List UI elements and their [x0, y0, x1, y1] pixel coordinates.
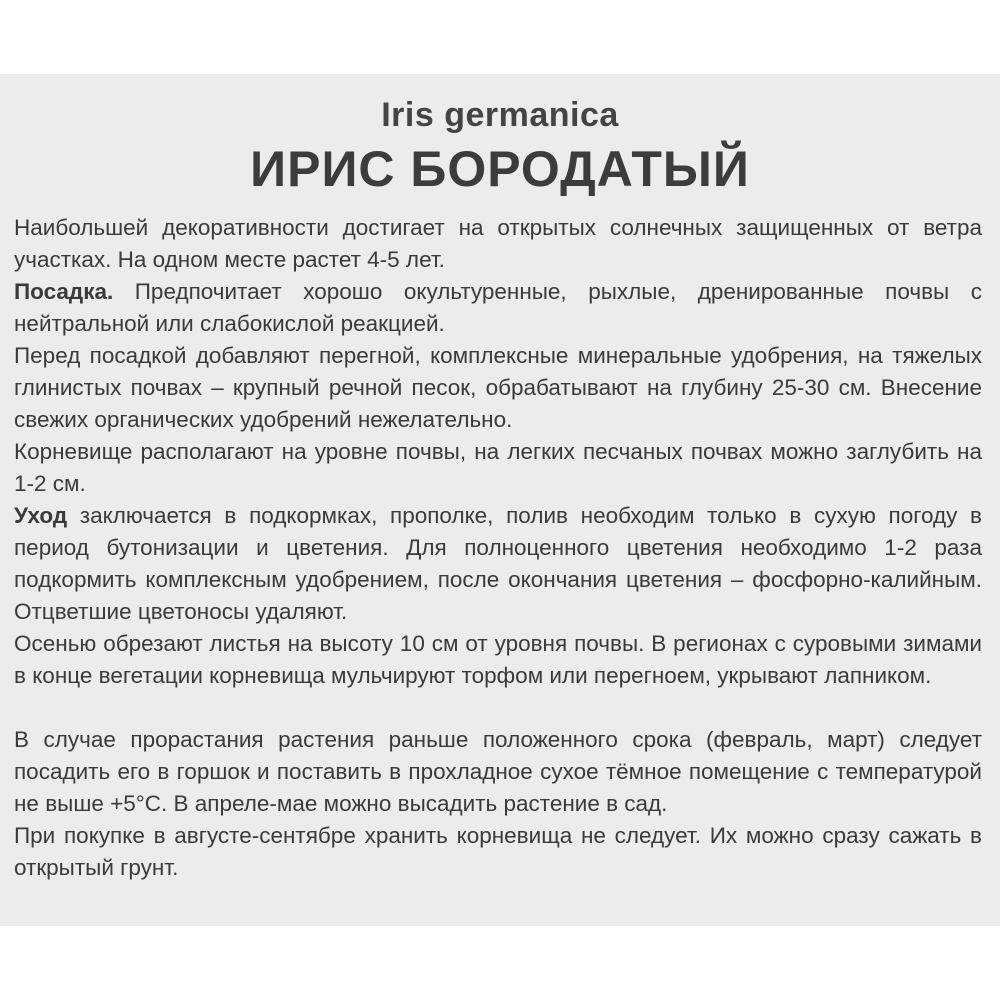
rhizome-paragraph: Корневище располагают на уровне почвы, на легких песчаных почвах можно заглубить на 1-2 см. — [14, 439, 982, 496]
early-sprouting-paragraph: В случае прорастания растения раньше положенного срока (февраль, март) следует посадить его в горшок и поставить в прохладное сухое тёмное помещение с температурой не выше +5°С. В апреле-мае можно высадить растение в сад. — [14, 727, 982, 816]
russian-name-heading: ИРИС БОРОДАТЫЙ — [250, 141, 750, 197]
intro-paragraph: Наибольшей декоративности достигает на открытых солнечных защищенных от ветра участках. На одном месте растет 4-5 лет. — [14, 215, 982, 272]
purchase-paragraph: При покупке в августе-сентябре хранить корневища не следует. Их можно сразу сажать в открытый грунт. — [14, 823, 982, 880]
care-label: Уход — [14, 503, 68, 528]
care-instructions — [14, 212, 982, 884]
instruction-sheet — [0, 74, 1000, 926]
care-paragraph — [14, 500, 982, 628]
latin-name-heading: Iris germanica — [381, 96, 619, 134]
before-planting-paragraph: Перед посадкой добавляют перегной, комплексные минеральные удобрения, на тяжелых глинистых почвах – крупный речной песок, обрабатывают на глубину 25-30 см. Внесение свежих органических удобрений нежелательно. — [14, 343, 982, 432]
planting-label: Посадка. — [14, 279, 114, 304]
planting-paragraph — [14, 276, 982, 340]
paragraph-spacer — [14, 692, 982, 724]
planting-text: Предпочитает хорошо окультуренные, рыхлые, дренированные почвы с нейтральной или слабокислой реакцией. — [14, 279, 982, 336]
autumn-paragraph: Осенью обрезают листья на высоту 10 см от уровня почвы. В регионах с суровыми зимами в конце вегетации корневища мульчируют торфом или перегноем, укрывают лапником. — [14, 631, 982, 688]
care-text: заключается в подкормках, прополке, полив необходим только в сухую погоду в период бутонизации и цветения. Для полноценного цветения необходимо 1-2 раза подкормить комплексным удобрением, после окончания цветения – фосфорно-калийным. Отцветшие цветоносы удаляют. — [14, 503, 982, 624]
